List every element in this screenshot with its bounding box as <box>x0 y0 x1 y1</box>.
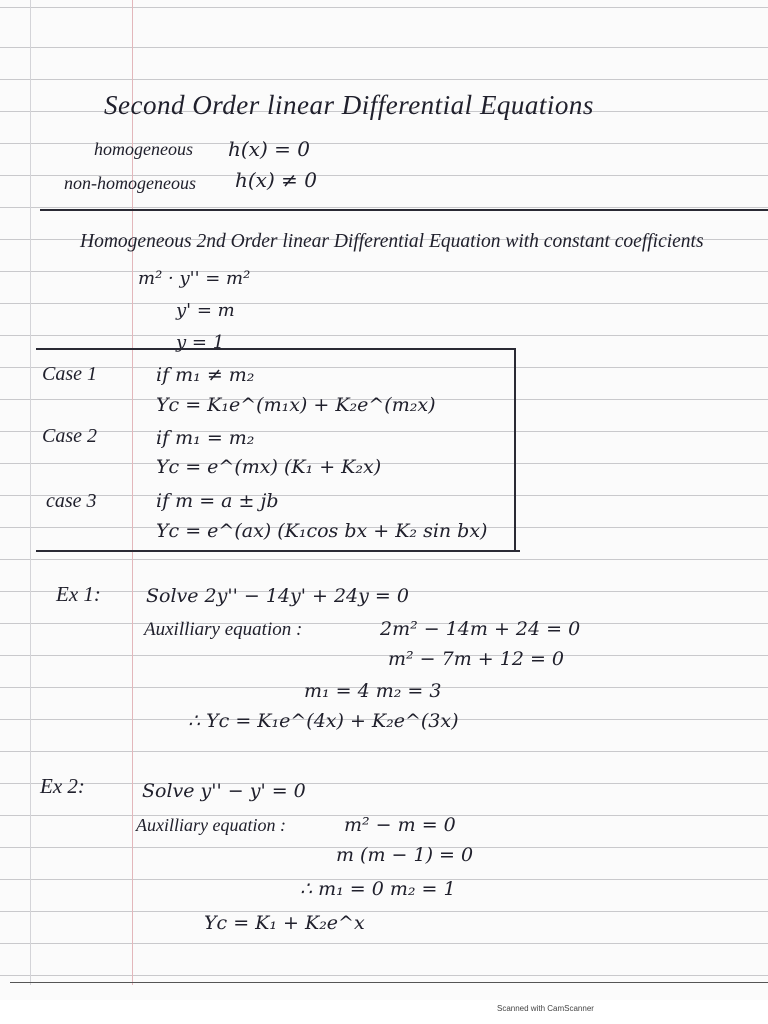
case-2-condition: if m₁ = m₂ <box>156 427 255 449</box>
left-edge-line <box>30 0 31 985</box>
example-1-roots: m₁ = 4 m₂ = 3 <box>304 680 442 702</box>
scanner-footer: Scanned with CamScanner <box>497 1004 594 1013</box>
example-2-aux-label: Auxilliary equation : <box>136 815 286 835</box>
example-2-label: Ex 2: <box>40 774 85 798</box>
case-2-solution: Yc = e^(mx) (K₁ + K₂x) <box>156 456 382 478</box>
example-2-problem: Solve y'' − y' = 0 <box>142 780 306 802</box>
case-3-solution: Yc = e^(ax) (K₁cos bx + K₂ sin bx) <box>156 520 488 542</box>
case-1-label: Case 1 <box>42 363 97 385</box>
section-heading: Homogeneous 2nd Order linear Differential Equation with constant coefficients <box>80 231 704 252</box>
example-2-aux-step-2: m (m − 1) = 0 <box>336 844 474 866</box>
substitution-function: y = 1 <box>176 332 225 353</box>
example-2-roots: ∴ m₁ = 0 m₂ = 1 <box>300 878 456 900</box>
example-2-aux-step-1: m² − m = 0 <box>344 814 456 836</box>
case-1-condition: if m₁ ≠ m₂ <box>156 364 255 386</box>
example-1-result: ∴ Yc = K₁e^(4x) + K₂e^(3x) <box>188 710 459 732</box>
definition-condition-non-homogeneous: h(x) ≠ 0 <box>235 168 317 192</box>
example-2-result: Yc = K₁ + K₂e^x <box>204 912 365 934</box>
cases-bottom-line <box>40 550 520 552</box>
substitution-second-derivative: m² · y'' = m² <box>138 268 251 289</box>
example-1-aux-label: Auxilliary equation : <box>144 619 303 640</box>
example-1-label: Ex 1: <box>56 582 101 606</box>
definition-term-homogeneous: homogeneous <box>94 139 193 159</box>
section-divider <box>40 209 768 211</box>
definition-term-non-homogeneous: non-homogeneous <box>64 173 196 193</box>
case-3-label: case 3 <box>46 490 97 512</box>
case-1-solution: Yc = K₁e^(m₁x) + K₂e^(m₂x) <box>156 394 436 416</box>
example-1-aux-step-2: m² − 7m + 12 = 0 <box>388 648 565 670</box>
definition-condition-homogeneous: h(x) = 0 <box>228 137 310 161</box>
case-2-label: Case 2 <box>42 425 97 447</box>
substitution-first-derivative: y' = m <box>176 300 235 321</box>
example-1-problem: Solve 2y'' − 14y' + 24y = 0 <box>146 585 409 607</box>
case-3-condition: if m = a ± jb <box>156 490 279 512</box>
page-title: Second Order linear Differential Equations <box>104 90 594 120</box>
page-bottom-line <box>10 982 768 983</box>
example-1-aux-step-1: 2m² − 14m + 24 = 0 <box>380 618 581 640</box>
